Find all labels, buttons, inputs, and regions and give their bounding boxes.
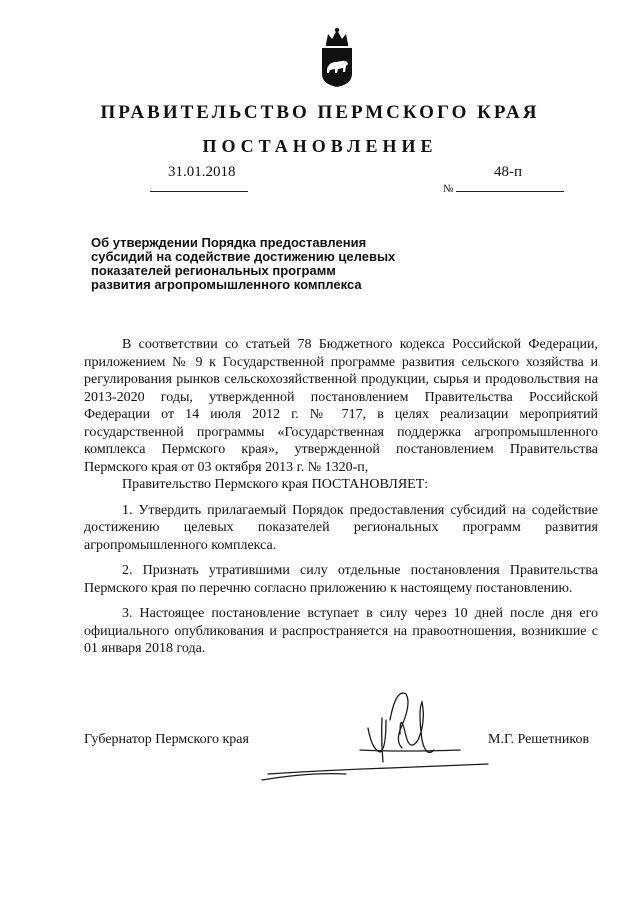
subject-line: показателей региональных программ (91, 263, 336, 278)
subject-line: развития агропромышленного комплекса (91, 277, 362, 292)
number-sign: № (443, 183, 454, 195)
signer-name: М.Г. Решетников (488, 732, 590, 747)
document-type-heading: ПОСТАНОВЛЕНИЕ (202, 136, 438, 156)
date-underline (150, 191, 248, 192)
handwritten-signature (250, 680, 500, 790)
document-date: 31.01.2018 (168, 164, 236, 180)
document-body (84, 336, 598, 658)
subject-line: субсидий на содействие достижению целевых (91, 249, 396, 264)
body-paragraph: 3. Настоящее постановление вступает в силу через 10 дней после дня его официального опубликования и распространяется на правоотношения, возникшие с 01 января 2018 года. (84, 606, 598, 656)
body-paragraph: В соответствии со статьей 78 Бюджетного кодекса Российской Федерации, приложением № 9 к Государственной программе развития сельского хозяйства и регулирования рынков сельскохозяйственной продукции, сырья и продовольствия на 2013-2020 годы, утвержденной постановлением Правительства Российской Федерации от 14 июля 2012 г. № 717, в целях реализации мероприятий государственной программы «Государственная поддержка агропромышленного комплекса Пермского края», утвержденной постановлением Правительства Пермского края от 03 октября 2013 г. № 1320-п, (84, 337, 598, 475)
resolution-phrase: Правительство Пермского края ПОСТАНОВЛЯЕТ: (122, 477, 429, 492)
number-underline (456, 191, 564, 192)
coat-of-arms-icon (318, 26, 356, 88)
document-subject (91, 236, 421, 292)
signer-title: Губернатор Пермского края (84, 732, 249, 747)
document-number: 48-п (494, 164, 523, 180)
organization-title: ПРАВИТЕЛЬСТВО ПЕРМСКОГО КРАЯ (100, 102, 540, 123)
body-paragraph: 1. Утвердить прилагаемый Порядок предоставления субсидий на содействие достижению целевых показателей региональных программ развития агропромышленного комплекса. (84, 502, 598, 553)
subject-line: Об утверждении Порядка предоставления (91, 235, 367, 250)
body-paragraph: 2. Признать утратившими силу отдельные постановления Правительства Пермского края по перечню согласно приложению к настоящему постановлению. (84, 563, 598, 596)
